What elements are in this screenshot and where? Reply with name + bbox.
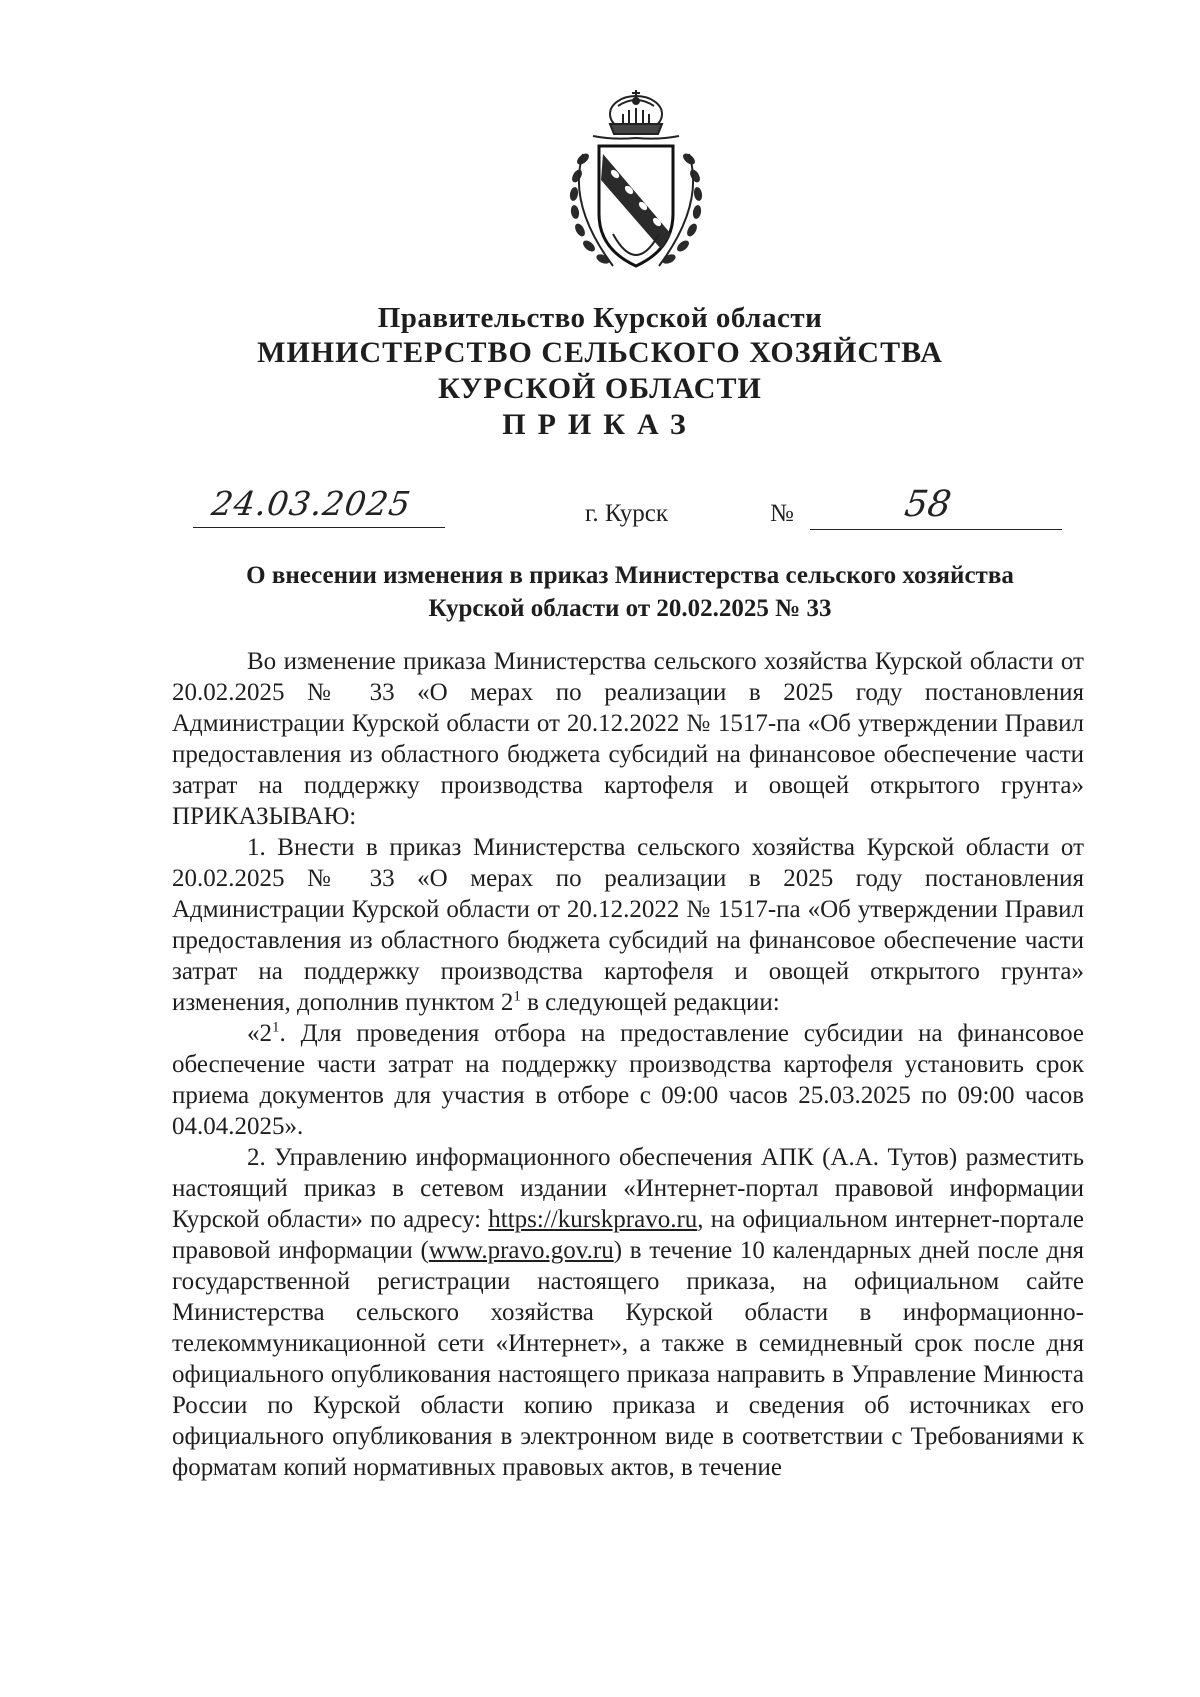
document-city: г. Курск (585, 500, 668, 527)
coat-of-arms-emblem (553, 84, 719, 280)
item-2-text-a: 2. Управлению информационного обеспечения АПК (А.А. Тутов) разместить настоящий приказ в сетевом издании «Интернет-портал правовой информации Курской области» по адресу: (172, 1144, 1084, 1233)
quote-open: «2 (247, 1020, 272, 1047)
quote-text: . Для проведения отбора на предоставление субсидии на финансовое обеспечение части затрат на поддержку производства картофеля установить срок приема документов для участия в отборе с 09:00 часов 25.03.2025 по 09:00 часов 04.04.2025». (172, 1020, 1084, 1140)
document-body (172, 646, 1084, 1483)
number-sign: № (770, 500, 794, 527)
quoted-clause-paragraph (172, 1018, 1084, 1142)
kurskpravo-link[interactable]: https://kurskpravo.ru (488, 1206, 698, 1233)
document-title-line2: Курской области от 20.02.2025 № 33 (428, 595, 832, 622)
document-title-line1: О внесении изменения в приказ Министерства сельского хозяйства (246, 562, 1014, 589)
pravo-gov-link[interactable]: www.pravo.gov.ru (428, 1237, 614, 1264)
date-underline (193, 527, 445, 528)
item-2-paragraph (172, 1142, 1084, 1483)
item-1-paragraph (172, 832, 1084, 1018)
document-date: 24.03.2025 (209, 484, 414, 523)
document-type: ПРИКАЗ (502, 408, 698, 441)
government-name: Правительство Курской области (377, 302, 823, 334)
quote-superscript: 1 (272, 1019, 280, 1036)
number-underline (810, 529, 1062, 530)
ministry-name-line1: МИНИСТЕРСТВО СЕЛЬСКОГО ХОЗЯЙСТВА (257, 336, 943, 369)
item-2-text-b: , на официальном интернет-портале правовой информации ( (172, 1206, 1084, 1264)
item-1-tail: в следующей редакции: (520, 989, 780, 1016)
intro-paragraph: Во изменение приказа Министерства сельского хозяйства Курской области от 20.02.2025 № 33 «О мерах по реализации в 2025 году постановления Администрации Курской области от 20.12.2022 № 1517-па «Об утверждении Правил предоставления из областного бюджета субсидий на финансовое обеспечение части затрат на поддержку производства картофеля и овощей открытого грунта» ПРИКАЗЫВАЮ: (172, 648, 1084, 830)
document-number: 58 (902, 484, 954, 525)
item-1-text: 1. Внести в приказ Министерства сельского хозяйства Курской области от 20.02.2025 № 33 «О мерах по реализации в 2025 году постановления Администрации Курской области от 20.12.2022 № 1517-па «Об утверждении Правил предоставления из областного бюджета субсидий на финансовое обеспечение части затрат на поддержку производства картофеля и овощей открытого грунта» изменения, дополнив пунктом 2 (172, 834, 1084, 1016)
item-1-superscript: 1 (513, 988, 521, 1005)
ministry-name-line2: КУРСКОЙ ОБЛАСТИ (438, 372, 762, 405)
item-2-text-c: ) в течение 10 календарных дней после дня государственной регистрации настоящего приказа, на официальном сайте Министерства сельского хозяйства Курской области в информационно-телекоммуникационной сети «Интернет», а также в семидневный срок после дня официального опубликования настоящего приказа направить в Управление Минюста России по Курской области копию приказа и сведения об источниках его официального опубликования в электронном виде в соответствии с Требованиями к форматам копий нормативных правовых актов, в течение (172, 1237, 1084, 1481)
